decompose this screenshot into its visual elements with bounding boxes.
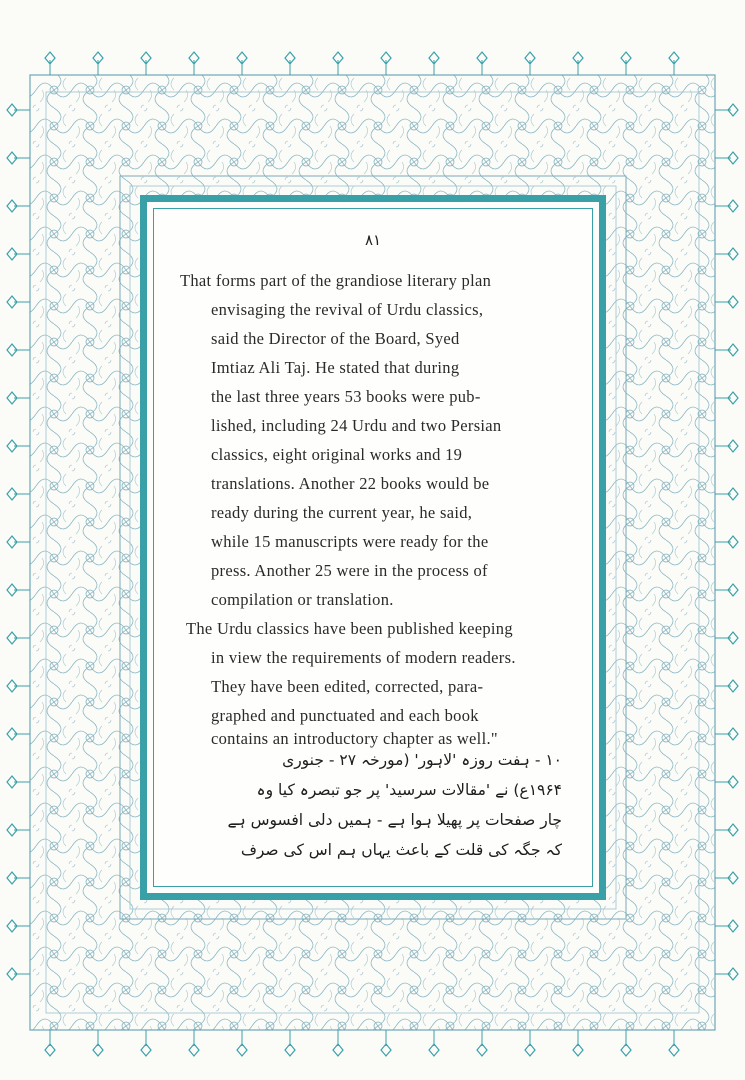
quote-line: They have been edited, corrected, para- (211, 677, 484, 696)
quote-line: compilation or translation. (211, 590, 394, 609)
quote-line: translations. Another 22 books would be (211, 474, 490, 493)
urdu-footnote-line: ۱۹۶۴ع) نے 'مقالات سرسید' پر جو تبصرہ کیا وہ (256, 781, 562, 799)
quote-line: in view the requirements of modern readers. (211, 648, 516, 667)
urdu-footnote-line: چار صفحات پر پھیلا ہوا ہے - ہمیں دلی افسوس ہے (227, 811, 562, 829)
quote-line: That forms part of the grandiose literary plan (180, 271, 492, 290)
quote-line: Imtiaz Ali Taj. He stated that during (211, 358, 460, 377)
quote-line: press. Another 25 were in the process of (211, 561, 488, 580)
quote-line: while 15 manuscripts were ready for the (211, 532, 489, 551)
quote-line: lished, including 24 Urdu and two Persian (211, 416, 502, 435)
page-number: ۸۱ (364, 231, 382, 249)
quote-line: classics, eight original works and 19 (211, 445, 463, 464)
text-panel-inner (153, 208, 593, 887)
quote-line: the last three years 53 books were pub- (211, 387, 481, 406)
urdu-footnote-line: ۱۰ - ہفت روزہ 'لاہور' (مورخہ ۲۷ - جنوری (282, 751, 562, 769)
quote-line: contains an introductory chapter as well." (211, 729, 498, 748)
quote-line: ready during the current year, he said, (211, 503, 473, 522)
urdu-footnote-line: کہ جگہ کی قلت کے باعث یہاں ہم اس کی صرف (240, 841, 562, 859)
quote-line: graphed and punctuated and each book (211, 706, 479, 725)
text-panel (140, 195, 606, 900)
quote-line: envisaging the revival of Urdu classics, (211, 300, 484, 319)
quote-line: The Urdu classics have been published keeping (186, 619, 513, 638)
quote-line: said the Director of the Board, Syed (211, 329, 460, 348)
